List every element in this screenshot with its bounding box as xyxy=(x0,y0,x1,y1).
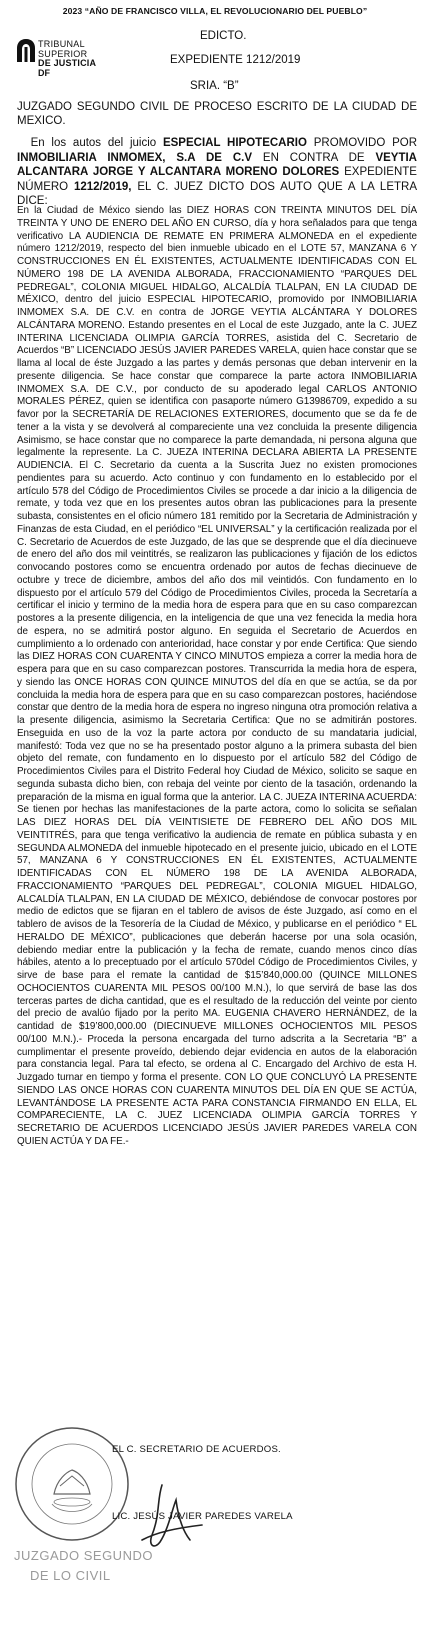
secretaria-label: SRIA. “B” xyxy=(190,80,239,92)
court-seal-icon xyxy=(12,1424,132,1544)
edicto-title: EDICTO. xyxy=(200,30,247,42)
intro-text-5: EL C. JUEZ DICTO DOS AUTO QUE A LA LETRA DICE: xyxy=(17,180,417,207)
logo-line-2: SUPERIOR xyxy=(38,48,88,59)
logo-line-1: TRIBUNAL xyxy=(38,39,85,49)
intro-bold-1: ESPECIAL HIPOTECARIO xyxy=(162,137,307,149)
expediente-number: EXPEDIENTE 1212/2019 xyxy=(170,54,301,66)
logo-line-3: DE JUSTICIA xyxy=(38,58,97,68)
intro-paragraph xyxy=(17,136,417,209)
intro-text-2: PROMOVIDO POR xyxy=(306,137,417,149)
tribunal-logo-icon xyxy=(16,38,36,64)
intro-text-3: EN CONTRA DE xyxy=(252,151,376,164)
secretario-name: LIC. JESÚS JAVIER PAREDES VARELA xyxy=(112,1511,293,1522)
court-name: JUZGADO SEGUNDO CIVIL DE PROCESO ESCRITO DE LA CIUDAD DE MEXICO. xyxy=(17,101,417,127)
intro-text-4: EXPEDIENTE NÚMERO xyxy=(17,166,417,193)
stamp-text-line-2: DE LO CIVIL xyxy=(30,1568,111,1583)
stamp-text-line-1: JUZGADO SEGUNDO xyxy=(14,1548,153,1563)
year-motto: 2023 “AÑO DE FRANCISCO VILLA, EL REVOLUCIONARIO DEL PUEBLO” xyxy=(62,6,368,16)
intro-bold-4: 1212/2019, xyxy=(73,180,132,193)
secretario-title: EL C. SECRETARIO DE ACUERDOS. xyxy=(112,1444,281,1455)
intro-bold-2: INMOBILIARIA INMOMEX, S.A DE C.V xyxy=(17,151,253,164)
intro-bold-3: VEYTIA ALCANTARA JORGE Y ALCANTARA MORENO DOLORES xyxy=(17,151,417,178)
body-paragraph: En la Ciudad de México siendo las DIEZ HORAS CON TREINTA MINUTOS DEL DÍA TREINTA Y UNO DE ENERO DEL AÑO EN CURSO, día y hora señalados para que tenga verificativo LA AUDIENCIA DE REMATE EN PRIMERA ALMONEDA en el expediente número 1212/2019, respecto del bien inmueble ubicado en el LOTE 57, MANZANA 6 Y CONSTRUCCIONES EN ÉL EXISTENTES, ACTUALMENTE IDENTIFICADAS CON EL NÚMERO 198 DE LA AVENIDA ALBORADA, FRACCIONAMIENTO “PARQUES DEL PEDREGAL”, COLONIA MIGUEL HIDALGO, ALCALDÍA TLALPAN, EN LA CIUDAD DE MÉXICO, dentro del juicio ESPECIAL HIPOTECARIO, promovido por INMOBILIARIA INMOMEX S.A. DE C.V. en contra de JORGE VEYTIA ALCÁNTARA Y DOLORES ALCÁNTARA MORENO. Estando presentes en el Local de este Juzgado, ante la C. JUEZ INTERINA LICENCIADA OLIMPIA GARCÍA TORRES, asistida del C. Secretario de Acuerdos “B” LICENCIADO JESÚS JAVIER PAREDES VARELA, quien hace constar que se llama al local de éste Juzgado a las partes y demás personas que deban intervenir en la presente diligencia. Se hace constar que comparece la parte actora INMOBILIARIA INMOMEX S.A. DE C.V., por conducto de su apoderado legal CARLOS ANTONIO MORALES PÉREZ, quien se identifica con pasaporte número G13986709, expedido a su favor por la SECRETARÍA DE RELACIONES EXTERIORES, documento que se da fe de tener a la vista y se devolverá al compareciente una vez concluida la presente diligencia Asimismo, se hace constar que no comparece la parte demandada, ni persona alguna que legalmente la represente. La C. JUEZA INTERINA DECLARA ABIERTA LA PRESENTE AUDIENCIA. El C. Secretario da cuenta a la Suscrita Juez no existen promociones pendientes para su acuerdo. Acto continuo y con fundamento en lo establecido por el artículo 578 del Código de Procedimientos Civiles se procede a dar inicio a la diligencia de remate, y toda vez que en los presentes autos obran las publicaciones para la presente subasta, consistentes en el oficio número 181 remitido por la Secretaria de Administración y Finanzas de esta Ciudad, en el periódico “EL UNIVERSAL” y la certificación realizada por el C. Secretario de Acuerdos de este Juzgado, de las que se desprende que el día diecinueve de enero del año dos mil veintitrés, se realizaron las publicaciones y fijación de los edictos convocando postores como se encuentra ordenado por autos de fechas diecinueve de octubre y trece de diciembre, ambos del año dos mil veintidós. Con fundamento en lo dispuesto por el artículo 579 del Código de Procedimientos Civiles, proceda la Secretaría a certificar el inicio y termino de la media hora de espera para que en su caso comparezcan postores a la presente diligencia, en la inteligencia de que una vez fenecida la media hora de espera, no se admitirá postor alguno. En seguida el Secretario de Acuerdos en cumplimiento a lo ordenado con anterioridad, hace constar y por ende Certifica: Que siendo las DIEZ HORAS CON CUARENTA Y CINCO MINUTOS empieza a correr la media hora de espera para que en su caso comparezcan postores. Transcurrida la media hora de espera, y siendo las ONCE HORAS CON QUINCE MINUTOS del día en que se actúa, se da por concluida la media hora de espera para que en su caso comparezcan postores, haciéndose constar que dentro de la media hora de espera no ingreso ninguna otra promoción relativa a la presente diligencia, asimismo la Secretaria Certifica: Que no se admitirán postores. Enseguida en uso de la voz la parte actora por conducto de su mandataria judicial, manifestó: Toda vez que no se ha presentado postor alguno a la primera subasta del bien objeto del remate, con fundamento en lo dispuesto por el artículo 582 del Código de Procedimientos Civiles para el Distrito Federal hoy Ciudad de México, solicito se saque en segunda subasta dicho bien, con rebaja del veinte por ciento de la tasación, ordenando la preparación de la misma en igual forma que la anterior. LA C. JUEZA INTERINA ACUERDA: Se tienen por hechas las manifestaciones de la parte actora, como lo solicita se señalan LAS DIEZ HORAS DEL DÍA VEINTISIETE DE FEBRERO DEL AÑO DOS MIL VEINTITRÉS, para que tenga verificativo la audiencia de remate en pública subasta y en SEGUNDA ALMONEDA del inmueble hipotecado en el presente juicio, ubicado en el LOTE 57, MANZANA 6 Y CONSTRUCCIONES EN ÉL EXISTENTES, ACTUALMENTE IDENTIFICADAS CON EL NÚMERO 198 DE LA AVENIDA ALBORADA, FRACCIONAMIENTO “PARQUES DEL PEDREGAL”, COLONIA MIGUEL HIDALGO, ALCALDÍA TLALPAN, EN LA CIUDAD DE MÉXICO, debiéndose de convocar postores por medio de edictos que se fijaran en el tablero de avisos de éste Juzgado, así como en el tablero de avisos de la Tesorería de la Ciudad de México, y publicarse en el periódico “ EL HERALDO DE MÉXICO”, publicaciones que deberán hacerse por una sola ocasión, debiendo mediar entre la publicación y la fecha de remate, cuando menos cinco días hábiles, atento a lo preceptuado por el artículo 570del Código de Procedimientos Civiles, y sirve de base para el remate la cantidad de $15’840,000.00 (QUINCE MILLONES OCHOCIENTOS CUARENTA MIL PESOS 00/100 M.N.), lo que servirá de base las dos terceras partes de dicha cantidad, que es el resultado de la reducción del veinte por ciento del precio de avalúo fijado por la perito MA. EUGENIA CHAVERO HERNÁNDEZ, de la cantidad de $19’800,000.00 (DIECINUEVE MILLONES OCHOCIENTOS MIL PESOS 00/100 M.N.).- Proceda la persona encargada del turno adscrita a la Secretaria “B” a cumplimentar el presente proveído, debiendo dejar evidencia en autos de la elaboración para constancia legal. Para tal efecto, se ordena al C. Encargado del Archivo de esta H. Juzgado turnar en tiempo y forma el presente. CON LO QUE CONCLUYÓ LA PRESENTE SIENDO LAS ONCE HORAS CON CUARENTA MINUTOS DEL DÍA EN QUE SE ACTÚA, LEVANTÁNDOSE LA PRESENTE ACTA PARA CONSTANCIA FIRMANDO EN ELLA, EL COMPARECIENTE, LA C. JUEZ LICENCIADA OLIMPIA GARCÍA TORRES Y SECRETARIO DE ACUERDOS LICENCIADO JESÚS JAVIER PAREDES VARELA CON QUIEN ACTÚA Y DA FE.- xyxy=(17,205,417,1147)
intro-text-1: En los autos del juicio xyxy=(30,137,163,149)
logo-line-4: DF xyxy=(38,67,50,78)
logo-text xyxy=(38,40,96,78)
tribunal-logo xyxy=(16,38,126,98)
